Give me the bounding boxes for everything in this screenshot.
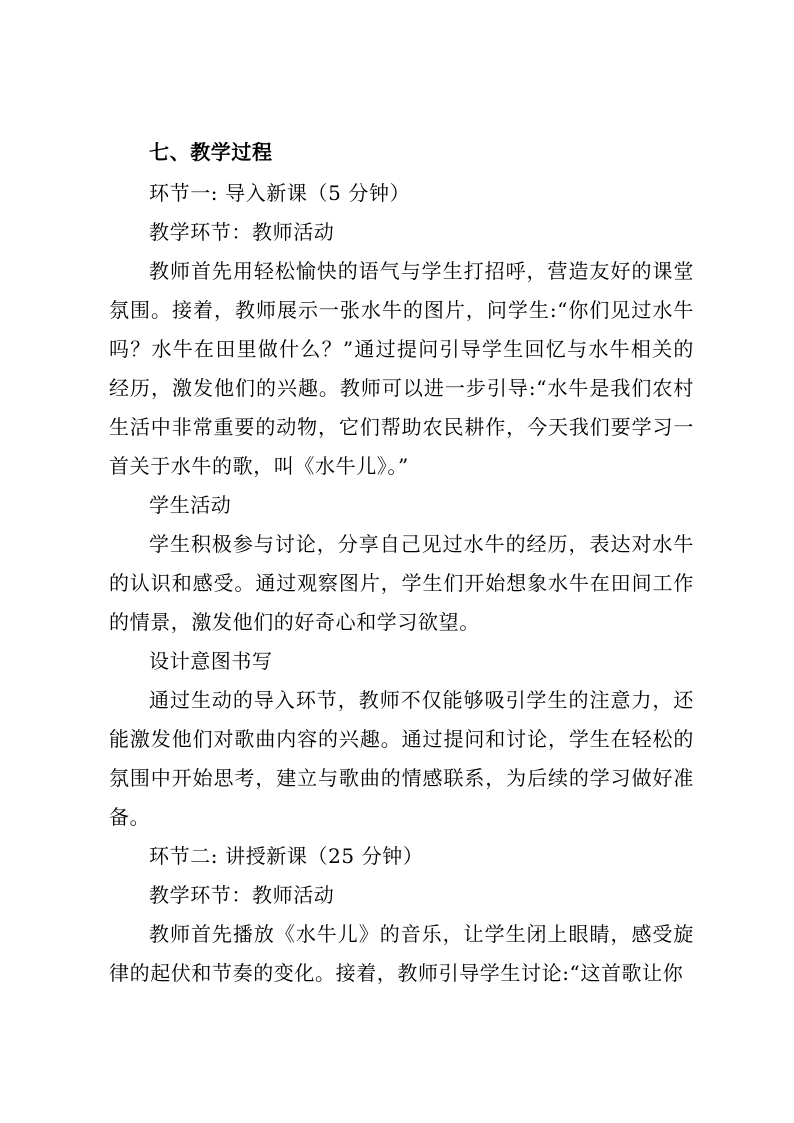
part2-teacher-heading: 教学环节：教师活动 <box>149 883 335 907</box>
part1-student-heading: 学生活动 <box>149 493 232 517</box>
part1-teacher-heading: 教学环节：教师活动 <box>149 220 335 244</box>
part1-design-paragraph: 通过生动的导入环节，教师不仅能够吸引学生的注意力，还能激发他们对歌曲内容的兴趣。通过提问和讨论，学生在轻松的氛围中开始思考，建立与歌曲的情感联系，为后续的学习做好准备。 <box>109 688 694 829</box>
part2-teacher-paragraph: 教师首先播放《水牛儿》的音乐，让学生闭上眼睛，感受旋律的起伏和节奏的变化。接着，教师引导学生讨论:“这首歌让你 <box>109 922 694 985</box>
section-title: 七、教学过程 <box>149 140 273 164</box>
part1-student-paragraph: 学生积极参与讨论，分享自己见过水牛的经历，表达对水牛的认识和感受。通过观察图片，学生们开始想象水牛在田间工作的情景，激发他们的好奇心和学习欲望。 <box>109 532 694 634</box>
part1-heading: 环节一: 导入新课（5 分钟） <box>149 181 411 205</box>
part2-heading: 环节二: 讲授新课（25 分钟） <box>149 844 424 868</box>
part1-design-heading: 设计意图书写 <box>149 649 273 673</box>
part1-teacher-paragraph: 教师首先用轻松愉快的语气与学生打招呼，营造友好的课堂氛围。接着，教师展示一张水牛的图片，问学生:“你们见过水牛吗？水牛在田里做什么？”通过提问引导学生回忆与水牛相关的经历，激发他们的兴趣。教师可以进一步引导:“水牛是我们农村生活中非常重要的动物，它们帮助农民耕作，今天我们要学习一首关于水牛的歌，叫《水牛儿》。” <box>109 259 694 478</box>
document-body <box>109 131 694 993</box>
